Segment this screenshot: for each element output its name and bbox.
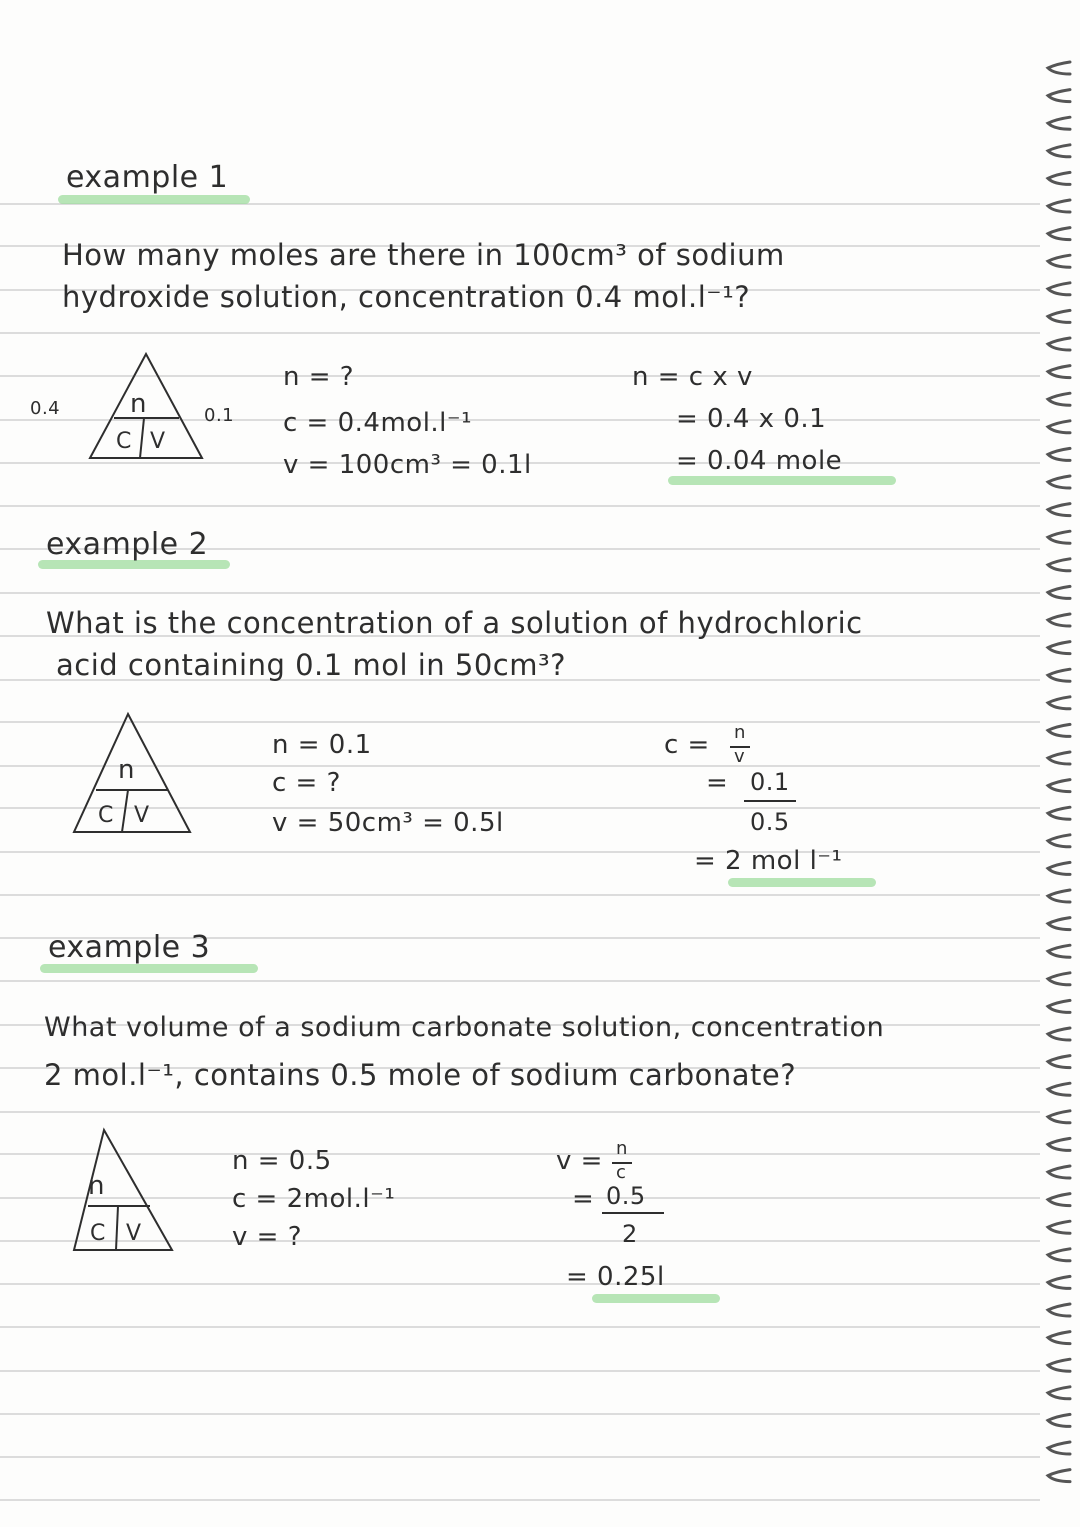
- example3-question-line1: What volume of a sodium carbonate solution, concentration: [44, 1012, 885, 1043]
- spiral-ring: [1048, 1166, 1070, 1178]
- example2-question-line1: What is the concentration of a solution of hydrochloric: [46, 606, 863, 640]
- example2-given-n: n = 0.1: [272, 730, 372, 760]
- spiral-ring: [1048, 448, 1070, 460]
- spiral-ring: [1048, 559, 1070, 571]
- example3-question-line2: 2 mol.l⁻¹, contains 0.5 mole of sodium carbonate?: [44, 1058, 797, 1092]
- spiral-ring: [1048, 145, 1070, 157]
- spiral-ring: [1048, 586, 1070, 598]
- spiral-ring: [1048, 807, 1070, 819]
- example2-given-v: v = 50cm³ = 0.5l: [272, 808, 504, 838]
- example1-triangle-right: V: [150, 429, 166, 454]
- spiral-ring: [1048, 1000, 1070, 1012]
- example2-triangle-left: C: [98, 803, 114, 828]
- example1-given-n: n = ?: [283, 362, 355, 392]
- highlight-example1-title: [58, 195, 250, 204]
- example3-given-c: c = 2mol.l⁻¹: [232, 1184, 396, 1214]
- example2-step-denominator: 0.5: [750, 808, 790, 836]
- example2-given-c: c = ?: [272, 768, 341, 798]
- example3-step-numerator: 0.5: [606, 1182, 646, 1210]
- spiral-ring: [1048, 1304, 1070, 1316]
- highlight-example3-result: [592, 1294, 720, 1303]
- spiral-ring: [1048, 1442, 1070, 1454]
- spiral-ring: [1048, 780, 1070, 792]
- example1-given-v: v = 100cm³ = 0.1l: [283, 450, 532, 480]
- example3-given-n: n = 0.5: [232, 1146, 332, 1176]
- spiral-ring: [1048, 835, 1070, 847]
- example1-triangle: [84, 350, 214, 474]
- example2-formula-denominator: v: [734, 746, 746, 767]
- example3-triangle: [72, 1126, 202, 1260]
- spiral-ring: [1048, 255, 1070, 267]
- spiral-ring: [1048, 1083, 1070, 1095]
- spiral-ring: [1048, 1111, 1070, 1123]
- example3-step-denominator: 2: [622, 1220, 638, 1248]
- spiral-ring: [1048, 283, 1070, 295]
- highlight-example1-result: [668, 476, 896, 485]
- example1-question-line1: How many moles are there in 100cm³ of sodium: [62, 238, 785, 272]
- spiral-ring: [1048, 172, 1070, 184]
- spiral-ring: [1048, 1194, 1070, 1206]
- example1-triangle-right-value: 0.1: [204, 405, 235, 426]
- spiral-ring: [1048, 476, 1070, 488]
- spiral-ring: [1048, 90, 1070, 102]
- example1-triangle-left-value: 0.4: [30, 398, 61, 419]
- highlight-example3-title: [40, 964, 258, 973]
- spiral-ring: [1048, 890, 1070, 902]
- spiral-ring: [1048, 117, 1070, 129]
- example1-question-line2: hydroxide solution, concentration 0.4 mol.l⁻¹?: [62, 280, 751, 314]
- example1-given-c: c = 0.4mol.l⁻¹: [283, 408, 473, 438]
- spiral-ring: [1048, 918, 1070, 930]
- example2-working-result: = 2 mol l⁻¹: [694, 846, 843, 876]
- example2-triangle: [70, 710, 200, 844]
- example2-step-numerator: 0.1: [750, 768, 790, 796]
- spiral-ring: [1048, 724, 1070, 736]
- example2-triangle-right: V: [134, 803, 150, 828]
- spiral-ring: [1048, 697, 1070, 709]
- spiral-ring: [1048, 504, 1070, 516]
- example3-formula-lhs: v =: [556, 1146, 603, 1176]
- spiral-ring: [1048, 393, 1070, 405]
- spiral-ring: [1048, 862, 1070, 874]
- example2-title: example 2: [46, 527, 209, 562]
- example3-formula-numerator: n: [616, 1138, 628, 1159]
- example2-question-line2: acid containing 0.1 mol in 50cm³?: [56, 648, 566, 682]
- spiral-ring: [1048, 310, 1070, 322]
- example2-step-equals: =: [706, 768, 729, 798]
- spiral-ring: [1048, 945, 1070, 957]
- example3-step-bar: [602, 1212, 664, 1214]
- example2-formula-lhs: c =: [664, 730, 710, 760]
- spiral-ring: [1048, 1249, 1070, 1261]
- spiral-ring: [1048, 642, 1070, 654]
- spiral-ring: [1048, 1138, 1070, 1150]
- example2-triangle-top: n: [118, 755, 135, 785]
- spiral-ring: [1048, 1387, 1070, 1399]
- highlight-example2-result: [728, 878, 876, 887]
- spiral-ring: [1048, 338, 1070, 350]
- spiral-ring: [1048, 669, 1070, 681]
- spiral-ring: [1048, 752, 1070, 764]
- example3-given-v: v = ?: [232, 1222, 303, 1252]
- spiral-ring: [1048, 1470, 1070, 1482]
- spiral-ring: [1048, 200, 1070, 212]
- example1-title: example 1: [66, 160, 229, 195]
- spiral-ring: [1048, 1276, 1070, 1288]
- example3-triangle-right: V: [126, 1221, 142, 1246]
- example3-triangle-left: C: [90, 1221, 106, 1246]
- example3-title: example 3: [48, 930, 211, 965]
- example1-working-result: = 0.04 mole: [676, 446, 843, 476]
- spiral-ring: [1048, 421, 1070, 433]
- spiral-ring: [1048, 1332, 1070, 1344]
- example3-formula-denominator: c: [616, 1162, 627, 1183]
- spiral-ring: [1048, 1221, 1070, 1233]
- example2-step-bar: [744, 800, 796, 802]
- spiral-ring: [1048, 228, 1070, 240]
- spiral-ring: [1048, 1028, 1070, 1040]
- example3-working-result: = 0.25l: [566, 1262, 665, 1292]
- spiral-ring: [1048, 614, 1070, 626]
- example3-triangle-top: n: [88, 1171, 105, 1201]
- spiral-ring: [1048, 1414, 1070, 1426]
- example2-formula-numerator: n: [734, 722, 746, 743]
- spiral-ring: [1048, 62, 1070, 74]
- example3-step-equals: =: [572, 1184, 595, 1214]
- example1-triangle-top: n: [130, 389, 147, 419]
- spiral-ring: [1048, 1056, 1070, 1068]
- example1-working-formula: n = c x v: [632, 362, 753, 392]
- spiral-ring: [1048, 531, 1070, 543]
- spiral-ring: [1048, 1359, 1070, 1371]
- example1-working-step: = 0.4 x 0.1: [676, 404, 827, 434]
- spiral-ring: [1048, 973, 1070, 985]
- spiral-ring: [1048, 366, 1070, 378]
- example1-triangle-left: C: [116, 429, 132, 454]
